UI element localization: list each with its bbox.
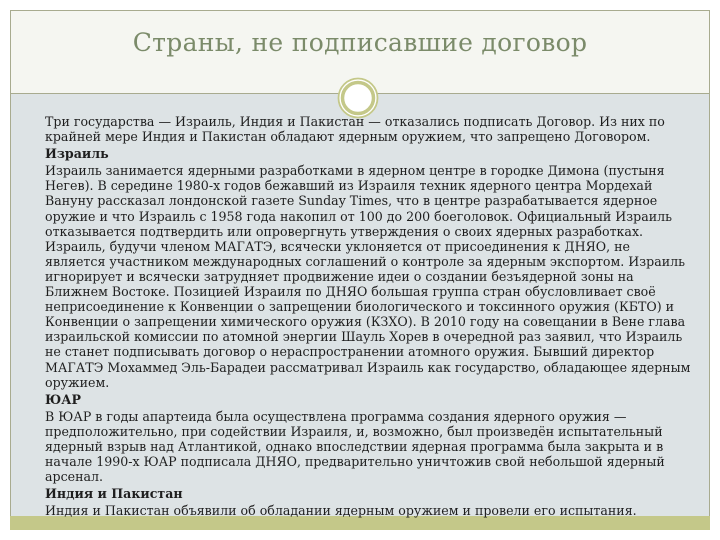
- section-heading-india-pakistan: Индия и Пакистан: [45, 486, 183, 502]
- section-text-sar: В ЮАР в годы апартеида была осуществлена программа создания ядерного оружия — предположительно, при содействии Израиля, и, возможно, был произведён испытательный ядерный взрыв над Атлантикой, однако впоследствии ядерная программа была закрыта и в начале 1990-х ЮАР подписала ДНЯО, предварительно уничтожив свой небольшой ядерный арсенал.: [45, 408, 665, 485]
- slide-title: Страны, не подписавшие договор: [132, 28, 588, 57]
- circle-ornament-icon: [337, 77, 379, 119]
- content-text: [45, 114, 693, 518]
- section-text-israel: Израиль занимается ядерными разработками в ядерном центре в городке Димона (пустыня Негев). В середине 1980-х годов бежавший из Израиля техник ядерного центра Мордехай Вануну рассказал лондонской газете Sunday Times, что в центре разрабатывается ядерное оружие и что Израиль с 1958 года накопил от 100 до 200 боеголовок. Официальный Израиль отказывается подтвердить или опровергнуть утверждения о своих ядерных разработках. Израиль, будучи членом МАГАТЭ, всячески уклоняется от присоединения к ДНЯО, не является участником международных соглашений о контроле за ядерным экспортом. Израиль игнорирует и всячески затрудняет продвижение идеи о создании безъядерной зоны на Ближнем Востоке. Позицией Израиля по ДНЯО большая группа стран обусловливает своё неприсоединение к Конвенции о запрещении биологического и токсинного оружия (КБТО) и Конвенции о запрещении химического оружия (КЗХО). В 2010 году на совещании в Вене глава израильской комиссии по атомной энергии Шауль Хорев в очередной раз заявил, что Израиль не станет подписывать договор о нераспространении атомного оружия. Бывший директор МАГАТЭ Мохаммед Эль-Барадеи рассматривал Израиль как государство, обладающее ядерным оружием.: [45, 163, 691, 390]
- section-text-india-pakistan: Индия и Пакистан объявили об обладании ядерным оружием и провели его испытания.: [45, 503, 637, 519]
- section-heading-sar: ЮАР: [45, 391, 81, 407]
- intro-paragraph: Три государства — Израиль, Индия и Пакистан — отказались подписать Договор. Из них по крайней мере Индия и Пакистан обладают ядерным оружием, что запрещено Договором.: [45, 114, 665, 145]
- section-heading-israel: Израиль: [45, 146, 109, 162]
